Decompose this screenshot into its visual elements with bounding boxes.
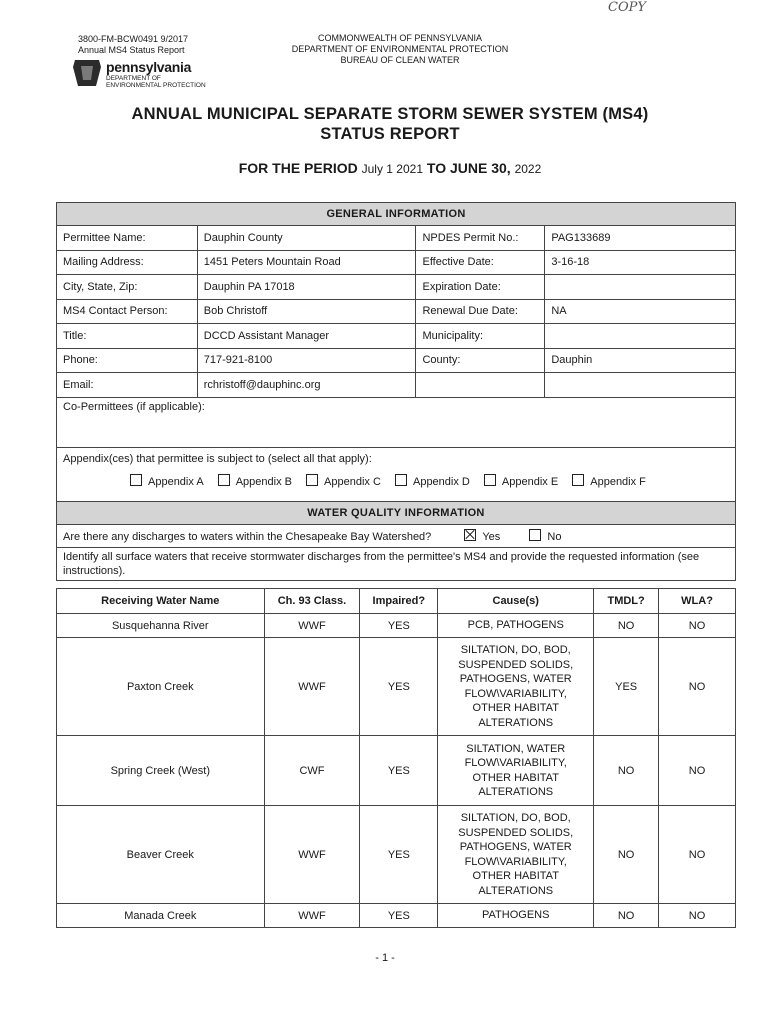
info-row <box>57 226 736 251</box>
info-value: DCCD Assistant Manager <box>197 324 416 349</box>
instructions-text: Identify all surface waters that receive stormwater discharges from the permittee's MS4 and provide the requested information (see instructions). <box>57 547 736 580</box>
appendices-field <box>57 447 736 501</box>
water-class: WWF <box>264 614 360 638</box>
report-title <box>60 104 720 144</box>
water-impaired: YES <box>360 904 438 928</box>
checkbox-icon <box>395 474 407 486</box>
info-label: Title: <box>57 324 198 349</box>
column-header: WLA? <box>659 589 736 614</box>
chesapeake-question-row <box>57 524 736 547</box>
water-tmdl: NO <box>594 614 659 638</box>
info-label: Renewal Due Date: <box>416 299 545 324</box>
appendix-a-checkbox[interactable]: Appendix A <box>130 476 204 488</box>
water-class: WWF <box>264 638 360 736</box>
checked-checkbox-icon <box>464 529 476 541</box>
general-information-table <box>56 202 736 581</box>
water-wla: NO <box>659 904 736 928</box>
water-impaired: YES <box>360 614 438 638</box>
period-start: July 1 2021 <box>361 162 424 176</box>
period-to: TO JUNE 30, <box>426 160 511 176</box>
title-line-1: ANNUAL MUNICIPAL SEPARATE STORM SEWER SYSTEM (MS4) <box>131 105 649 123</box>
info-row <box>57 250 736 275</box>
water-impaired: YES <box>360 638 438 736</box>
water-wla: NO <box>659 736 736 806</box>
copy-annotation: COPY <box>608 0 646 15</box>
checkbox-icon <box>529 529 541 541</box>
water-causes: SILTATION, DO, BOD, SUSPENDED SOLIDS, PATHOGENS, WATER FLOW\VARIABILITY, OTHER HABITAT ALTERATIONS <box>438 638 594 736</box>
water-causes: SILTATION, WATER FLOW\VARIABILITY, OTHER HABITAT ALTERATIONS <box>438 736 594 806</box>
info-label: Municipality: <box>416 324 545 349</box>
chesapeake-no-checkbox[interactable]: No <box>529 531 561 543</box>
info-label: City, State, Zip: <box>57 275 198 300</box>
info-value: Dauphin PA 17018 <box>197 275 416 300</box>
water-class: WWF <box>264 806 360 904</box>
info-label: MS4 Contact Person: <box>57 299 198 324</box>
receiving-waters-table <box>56 588 736 928</box>
form-id-block <box>78 34 188 56</box>
appendix-checkbox-group <box>63 474 735 488</box>
checkbox-icon <box>306 474 318 486</box>
info-label: County: <box>416 348 545 373</box>
water-wla: NO <box>659 638 736 736</box>
form-name: Annual MS4 Status Report <box>78 45 185 55</box>
column-header: Receiving Water Name <box>57 589 265 614</box>
info-value: rchristoff@dauphinc.org <box>197 373 416 398</box>
appendix-label: Appendix(ces) that permittee is subject to (select all that apply): <box>63 452 372 465</box>
info-value: 1451 Peters Mountain Road <box>197 250 416 275</box>
info-label <box>416 373 545 398</box>
water-class: WWF <box>264 904 360 928</box>
table-row <box>57 638 736 736</box>
chesapeake-question: Are there any discharges to waters within the Chesapeake Bay Watershed? <box>63 530 432 543</box>
agency-line-2: DEPARTMENT OF ENVIRONMENTAL PROTECTION <box>291 44 509 54</box>
agency-line-3: BUREAU OF CLEAN WATER <box>340 55 460 65</box>
info-value: PAG133689 <box>545 226 736 251</box>
water-name: Paxton Creek <box>57 638 265 736</box>
water-quality-heading: WATER QUALITY INFORMATION <box>57 501 736 524</box>
period-label: FOR THE PERIOD <box>238 160 358 176</box>
pa-logo <box>72 58 212 90</box>
appendix-f-checkbox[interactable]: Appendix F <box>572 476 646 488</box>
info-value: Dauphin County <box>197 226 416 251</box>
water-name: Beaver Creek <box>57 806 265 904</box>
general-information-heading: GENERAL INFORMATION <box>57 203 736 226</box>
copermittees-label: Co-Permittees (if applicable): <box>63 400 205 413</box>
column-header: Impaired? <box>360 589 438 614</box>
info-row <box>57 348 736 373</box>
table-header-row <box>57 589 736 614</box>
title-line-2: STATUS REPORT <box>320 125 460 143</box>
water-wla: NO <box>659 806 736 904</box>
water-causes: SILTATION, DO, BOD, SUSPENDED SOLIDS, PATHOGENS, WATER FLOW\VARIABILITY, OTHER HABITAT ALTERATIONS <box>438 806 594 904</box>
reporting-period <box>60 160 720 176</box>
water-name: Spring Creek (West) <box>57 736 265 806</box>
water-impaired: YES <box>360 736 438 806</box>
info-label: NPDES Permit No.: <box>416 226 545 251</box>
water-causes: PATHOGENS <box>438 904 594 928</box>
appendix-e-checkbox[interactable]: Appendix E <box>484 476 558 488</box>
info-label: Mailing Address: <box>57 250 198 275</box>
column-header: TMDL? <box>594 589 659 614</box>
info-label: Email: <box>57 373 198 398</box>
water-tmdl: NO <box>594 904 659 928</box>
info-row <box>57 275 736 300</box>
table-row <box>57 904 736 928</box>
water-tmdl: NO <box>594 736 659 806</box>
form-number: 3800-FM-BCW0491 9/2017 <box>78 34 189 44</box>
info-label: Effective Date: <box>416 250 545 275</box>
water-name: Manada Creek <box>57 904 265 928</box>
checkbox-icon <box>484 474 496 486</box>
checkbox-icon <box>130 474 142 486</box>
info-value: Dauphin <box>545 348 736 373</box>
period-end: 2022 <box>514 162 542 176</box>
agency-line-1: COMMONWEALTH OF PENNSYLVANIA <box>317 33 483 43</box>
info-value <box>545 324 736 349</box>
appendix-c-checkbox[interactable]: Appendix C <box>306 476 381 488</box>
info-row <box>57 373 736 398</box>
table-row <box>57 736 736 806</box>
water-class: CWF <box>264 736 360 806</box>
info-label: Permittee Name: <box>57 226 198 251</box>
info-value: 3-16-18 <box>545 250 736 275</box>
column-header: Cause(s) <box>438 589 594 614</box>
logo-word: pennsylvania <box>106 59 192 75</box>
water-tmdl: YES <box>594 638 659 736</box>
checkbox-icon <box>572 474 584 486</box>
keystone-icon <box>72 58 102 88</box>
chesapeake-yes-checkbox[interactable]: Yes <box>464 531 500 543</box>
info-row <box>57 324 736 349</box>
table-row <box>57 806 736 904</box>
water-causes: PCB, PATHOGENS <box>438 614 594 638</box>
table-row <box>57 614 736 638</box>
info-value: NA <box>545 299 736 324</box>
appendix-b-checkbox[interactable]: Appendix B <box>218 476 292 488</box>
water-wla: NO <box>659 614 736 638</box>
water-tmdl: NO <box>594 806 659 904</box>
info-label: Expiration Date: <box>416 275 545 300</box>
info-value <box>545 275 736 300</box>
appendix-d-checkbox[interactable]: Appendix D <box>395 476 470 488</box>
water-name: Susquehanna River <box>57 614 265 638</box>
copermittees-field[interactable] <box>57 397 736 447</box>
info-value: 717-921-8100 <box>197 348 416 373</box>
page-number: - 1 - <box>375 952 395 964</box>
logo-subtitle: DEPARTMENT OF ENVIRONMENTAL PROTECTION <box>106 75 206 89</box>
info-value <box>545 373 736 398</box>
water-impaired: YES <box>360 806 438 904</box>
agency-block <box>270 33 530 66</box>
checkbox-icon <box>218 474 230 486</box>
info-row <box>57 299 736 324</box>
column-header: Ch. 93 Class. <box>264 589 360 614</box>
info-value: Bob Christoff <box>197 299 416 324</box>
info-label: Phone: <box>57 348 198 373</box>
